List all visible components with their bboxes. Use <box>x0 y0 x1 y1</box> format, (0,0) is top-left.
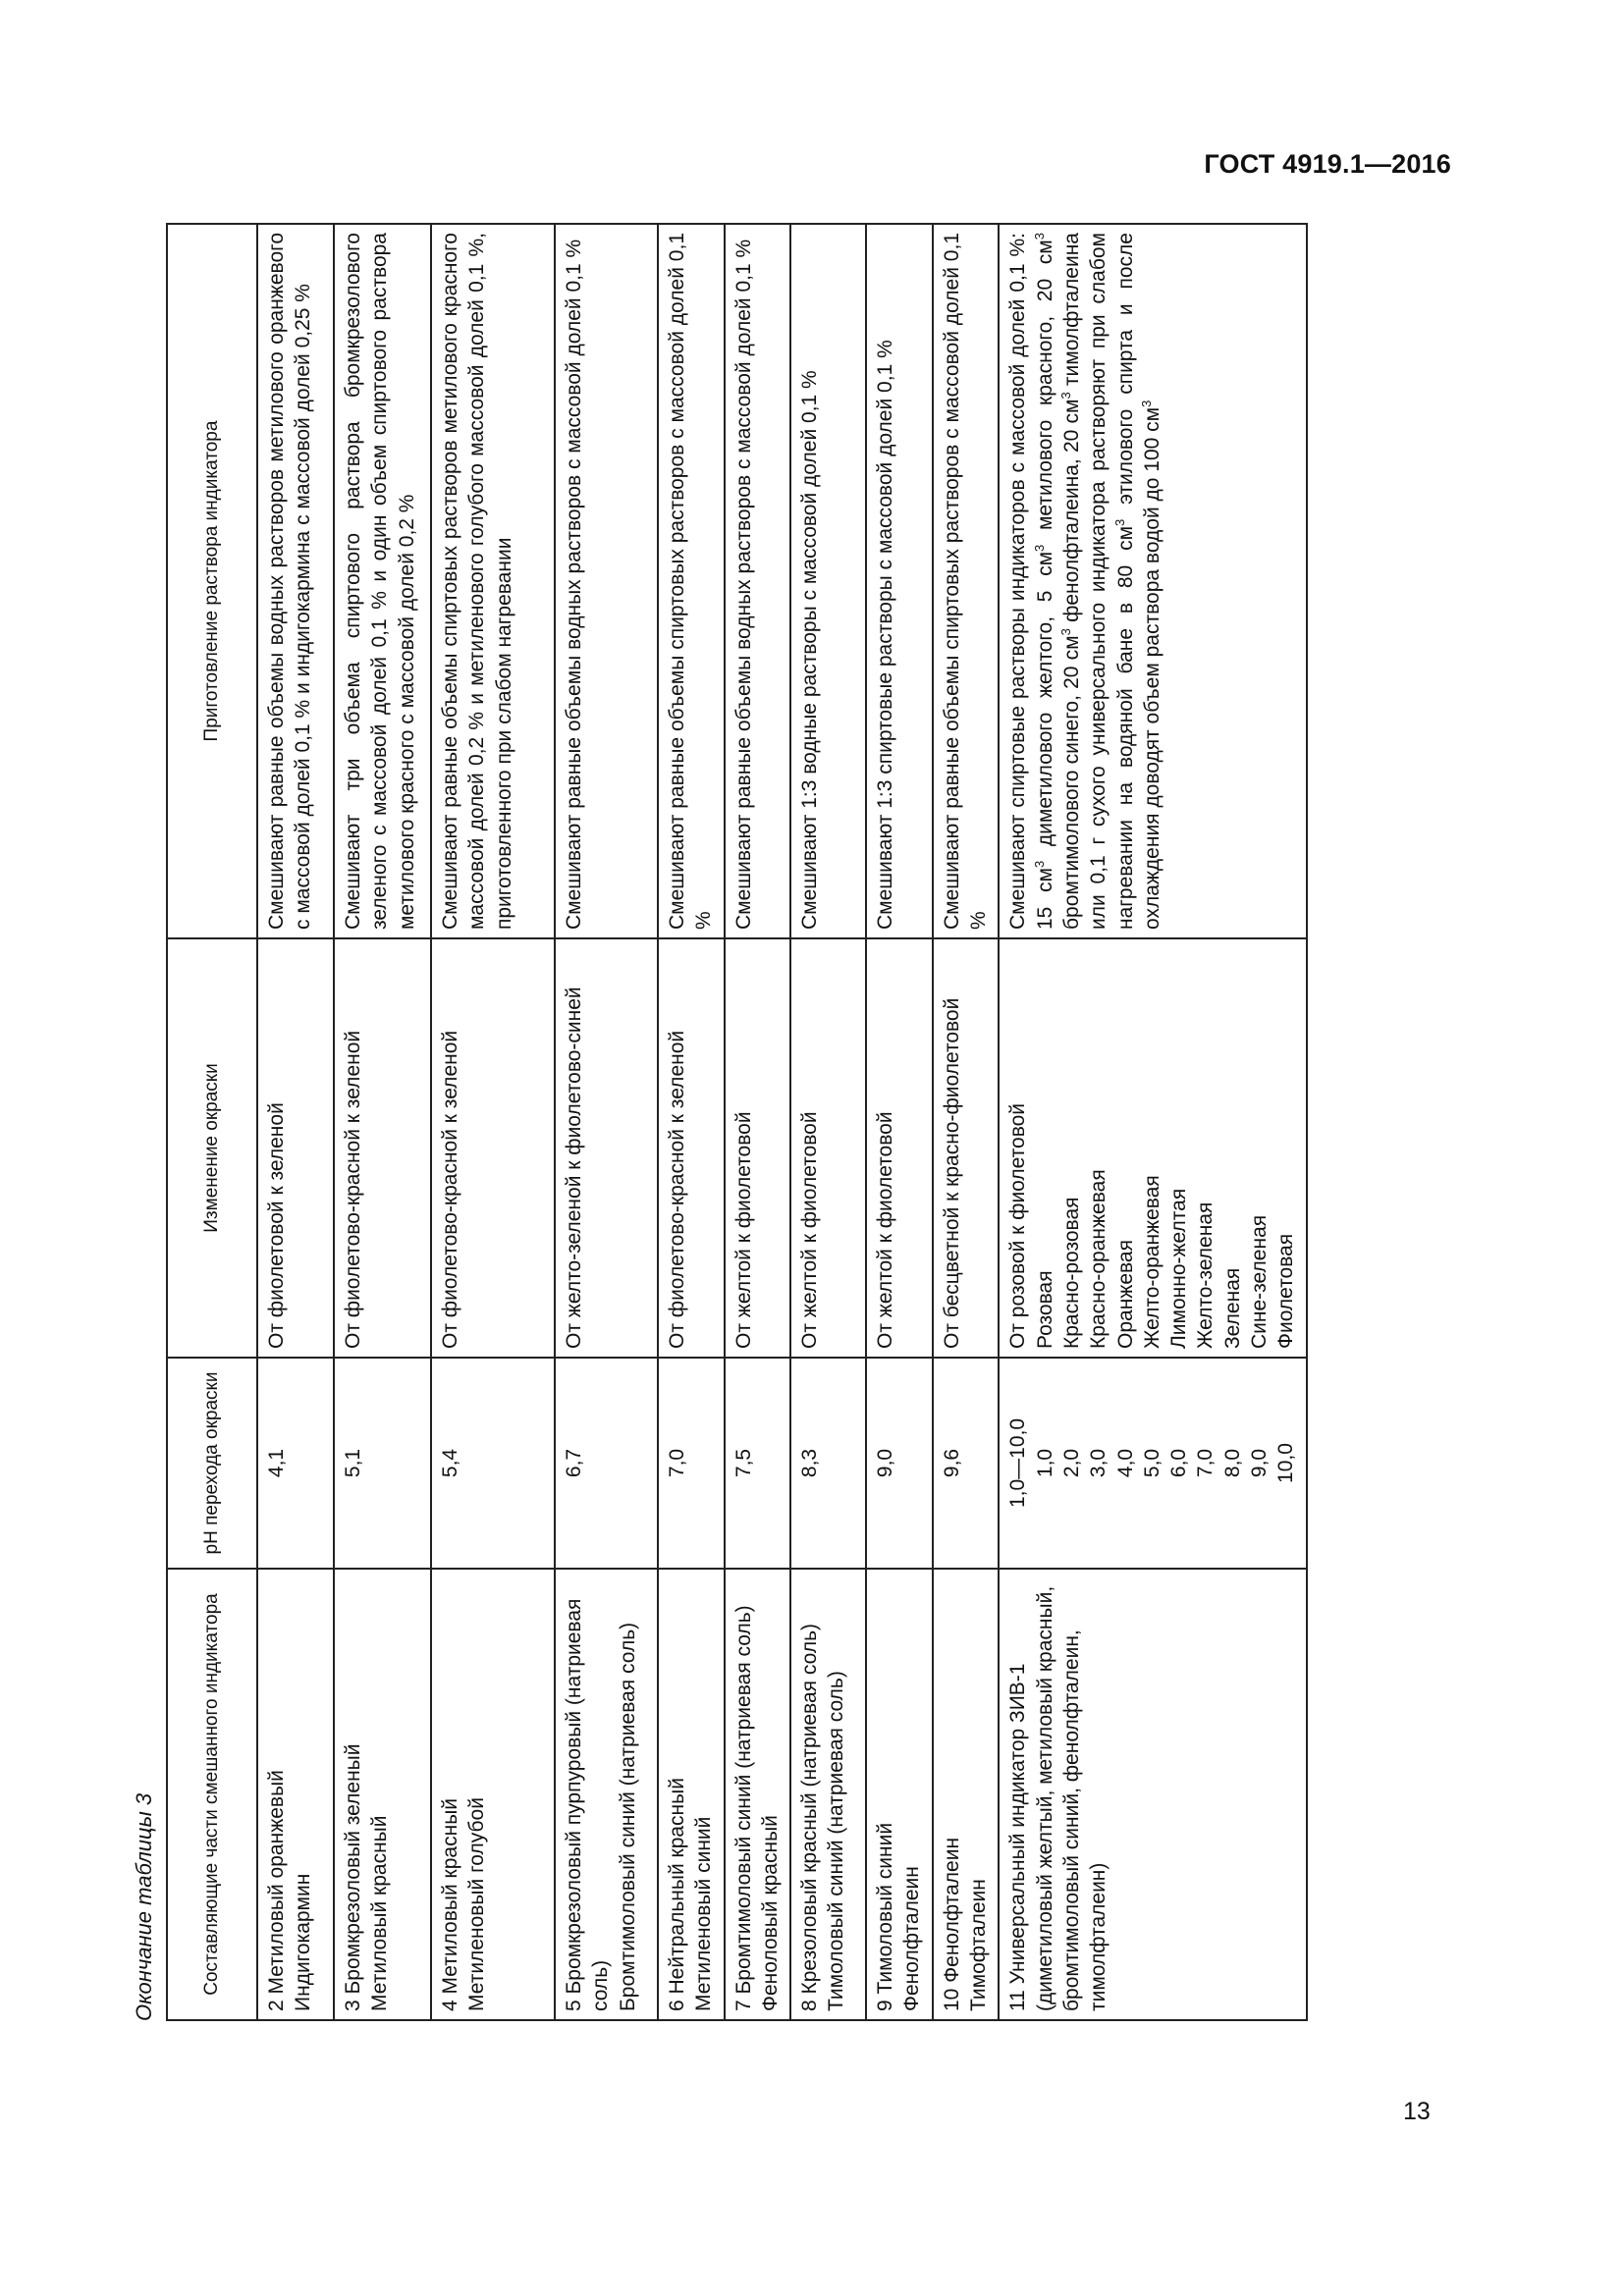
color-change-cell <box>999 938 1306 1358</box>
color-change-text: Сине-зеленая <box>1248 1214 1272 1349</box>
header-components: Составляющие части смешанного индикатора <box>167 1569 257 2020</box>
ph-value: 5,4 <box>439 1448 461 1478</box>
color-change-text: От розовой к фиолетовой <box>1006 1102 1030 1349</box>
component-name: 3 Бромкрезоловый зеленый <box>342 1743 364 2011</box>
color-change-cell <box>555 938 658 1358</box>
ph-value: 8,3 <box>798 1448 822 1478</box>
table-row <box>790 224 866 2020</box>
component-name: Бромтимоловый синий (натриевая соль) <box>616 1622 639 2011</box>
component-name: Феноловый красный <box>758 1815 782 2011</box>
ph-cell <box>725 1358 791 1569</box>
header-preparation: Приготовление раствора индикатора <box>167 224 257 938</box>
color-change-text: Зеленая <box>1220 1267 1244 1349</box>
ph-value: 5,1 <box>342 1448 364 1478</box>
color-change-text: Розовая <box>1033 1270 1056 1349</box>
preparation-cell: Смешивают 1:3 спиртовые растворы с массовой долей 0,1 % <box>866 224 933 938</box>
preparation-cell: Смешивают равные объемы спиртовых растворов с массовой долей 0,1 % <box>658 224 725 938</box>
component-name: Тимоловый синий (натриевая соль) <box>825 1671 848 2011</box>
components-cell <box>555 1569 658 2020</box>
ph-cell <box>933 1358 1000 1569</box>
ph-cell <box>334 1358 431 1569</box>
color-change-text: От фиолетово-красной к зеленой <box>666 1030 688 1349</box>
color-change-cell <box>866 938 933 1358</box>
ph-value: 4,0 <box>1113 1448 1137 1478</box>
color-change-cell <box>257 938 334 1358</box>
preparation-cell: Смешивают равные объемы водных растворов с массовой долей 0,1 % <box>555 224 658 938</box>
color-change-text: От желтой к фиолетовой <box>731 1111 755 1349</box>
ph-value: 7,0 <box>666 1448 688 1478</box>
table-row <box>999 224 1306 2020</box>
component-name: 4 Метиловый красный <box>439 1797 461 2011</box>
components-cell <box>866 1569 933 2020</box>
component-name: 5 Бромкрезоловый пурпуровый (натриевая соль) <box>563 1598 613 2011</box>
ph-cell <box>257 1358 334 1569</box>
unit-superscript: 3 <box>1057 628 1073 636</box>
components-cell <box>725 1569 791 2020</box>
ph-cell <box>658 1358 725 1569</box>
color-change-text: От фиолетово-красной к зеленой <box>342 1030 364 1349</box>
ph-cell <box>555 1358 658 1569</box>
ph-value: 6,7 <box>563 1448 585 1478</box>
ph-value: 9,6 <box>940 1448 963 1478</box>
unit-superscript: 3 <box>1138 400 1154 407</box>
ph-value: 7,5 <box>731 1448 755 1478</box>
component-name: 9 Тимоловый синий <box>874 1822 897 2011</box>
color-change-text: Красно-оранжевая <box>1087 1169 1110 1349</box>
color-change-text: От желто-зеленой к фиолетово-синей <box>563 987 585 1349</box>
ph-cell <box>866 1358 933 1569</box>
preparation-text: диметилового желтого, 5 см <box>1033 551 1056 861</box>
components-cell <box>257 1569 334 2020</box>
components-cell <box>658 1569 725 2020</box>
ph-value: 3,0 <box>1087 1448 1110 1478</box>
component-name: Метиловый красный <box>368 1815 392 2011</box>
ph-value: 7,0 <box>1194 1448 1218 1478</box>
component-name: Метиленовый синий <box>692 1816 716 2011</box>
preparation-cell: Смешивают три объема спиртового раствора бромкрезолового зеленого с массовой долей 0,1 % и один объем спиртового раствора метилового красного с массовой долей 0,2 % <box>334 224 431 938</box>
color-change-cell <box>725 938 791 1358</box>
color-change-text: Красно-розовая <box>1059 1197 1083 1349</box>
color-change-cell <box>431 938 555 1358</box>
table-row <box>257 224 334 2020</box>
components-cell <box>933 1569 1000 2020</box>
ph-value: 10,0 <box>1274 1443 1298 1483</box>
ph-value: 1,0—10,0 <box>1006 1417 1030 1509</box>
unit-superscript: 3 <box>1057 392 1073 400</box>
component-name: 2 Метиловый оранжевый <box>265 1770 288 2011</box>
preparation-text: фенолфталеина, 20 см <box>1059 399 1083 629</box>
components-cell <box>334 1569 431 2020</box>
color-change-text: Оранжевая <box>1113 1240 1137 1349</box>
preparation-text: этилового спирта и после охлаждения доводят объем раствора водой до 100 см <box>1113 233 1164 930</box>
component-name: 6 Нейтральный красный <box>666 1778 688 2011</box>
color-change-text: Лимонно-желтая <box>1167 1188 1191 1349</box>
unit-superscript: 3 <box>1031 860 1047 869</box>
preparation-cell <box>999 224 1306 938</box>
preparation-text: бромтимолового синего, 20 см <box>1059 635 1083 930</box>
rotated-table-block <box>123 225 1399 2021</box>
ph-value: 9,0 <box>1248 1448 1272 1478</box>
components-cell <box>999 1569 1306 2020</box>
ph-value: 2,0 <box>1059 1448 1083 1478</box>
ph-value: 4,1 <box>265 1448 288 1478</box>
unit-superscript: 3 <box>1111 518 1127 526</box>
component-name: Метиленовый голубой <box>465 1797 489 2011</box>
table-row <box>658 224 725 2020</box>
standard-code: ГОСТ 4919.1—2016 <box>1204 149 1451 179</box>
table-row <box>555 224 658 2020</box>
ph-value: 9,0 <box>874 1448 897 1478</box>
color-change-text: От желтой к фиолетовой <box>798 1111 822 1349</box>
indicator-table <box>166 223 1308 2021</box>
ph-cell <box>790 1358 866 1569</box>
components-cell <box>431 1569 555 2020</box>
color-change-text: Желто-зеленая <box>1194 1201 1218 1349</box>
preparation-text: тимолфталеина или 0,1 г сухого универсального индикатора растворяют при слабом нагревании на водяной бане в 80 см <box>1059 233 1137 930</box>
ph-value: 6,0 <box>1167 1448 1191 1478</box>
color-change-text: От фиолетово-красной к зеленой <box>439 1030 461 1349</box>
preparation-cell: Смешивают равные объемы спиртовых растворов с массовой долей 0,1 % <box>933 224 1000 938</box>
preparation-text: Смешивают спиртовые растворы индикаторов с массовой долей 0,1 %: 15 см <box>1006 233 1056 930</box>
color-change-cell <box>658 938 725 1358</box>
ph-value: 1,0 <box>1033 1448 1056 1478</box>
ph-cell <box>999 1358 1306 1569</box>
component-name: Тимофталеин <box>967 1879 991 2011</box>
component-name: 8 Крезоловый красный (натриевая соль) <box>798 1623 822 2011</box>
color-change-cell <box>334 938 431 1358</box>
header-ph: pH перехода окраски <box>167 1358 257 1569</box>
color-change-text: От бесцветной к красно-фиолетовой <box>940 997 963 1349</box>
unit-superscript: 3 <box>1031 544 1047 552</box>
header-color-change: Изменение окраски <box>167 938 257 1358</box>
table-row <box>933 224 1000 2020</box>
component-name: Индигокармин <box>292 1873 315 2011</box>
ph-cell <box>431 1358 555 1569</box>
color-change-cell <box>933 938 1000 1358</box>
preparation-cell: Смешивают равные объемы водных растворов метилового оранжевого с массовой долей 0,1 % и индигокармина с массовой долей 0,25 % <box>257 224 334 938</box>
component-name: 11 Универсальный индикатор ЗИВ-1 (диметиловый желтый, метиловый красный, бромтимоловый синий, фенолфталеин, тимолфталеин) <box>1006 1585 1110 2011</box>
component-name: 7 Бромтимоловый синий (натриевая соль) <box>731 1605 755 2011</box>
component-name: 10 Фенолфталеин <box>940 1837 963 2011</box>
table-header-row <box>167 224 257 2020</box>
color-change-cell <box>790 938 866 1358</box>
color-change-text: От фиолетовой к зеленой <box>265 1102 288 1349</box>
unit-superscript: 3 <box>1031 233 1047 240</box>
preparation-cell: Смешивают 1:3 водные растворы с массовой долей 0,1 % <box>790 224 866 938</box>
color-change-text: Фиолетовая <box>1274 1233 1298 1349</box>
color-change-text: Желто-оранжевая <box>1140 1175 1164 1349</box>
ph-value: 8,0 <box>1220 1448 1244 1478</box>
table-row <box>866 224 933 2020</box>
table-row <box>334 224 431 2020</box>
preparation-cell: Смешивают равные объемы спиртовых растворов метилового красного массовой долей 0,2 % и метиленового голубого массовой долей 0,1 %, приготовленного при слабом нагревании <box>431 224 555 938</box>
color-change-text: От желтой к фиолетовой <box>874 1111 897 1349</box>
ph-value: 5,0 <box>1140 1448 1164 1478</box>
page-number: 13 <box>1403 2098 1431 2125</box>
preparation-cell: Смешивают равные объемы водных растворов с массовой долей 0,1 % <box>725 224 791 938</box>
component-name: Фенолфталеин <box>900 1866 924 2011</box>
table-row <box>725 224 791 2020</box>
preparation-text: метилового красного, 20 см <box>1033 240 1056 545</box>
components-cell <box>790 1569 866 2020</box>
table-caption: Окончание таблицы 3 <box>132 1792 156 2021</box>
table-row <box>431 224 555 2020</box>
